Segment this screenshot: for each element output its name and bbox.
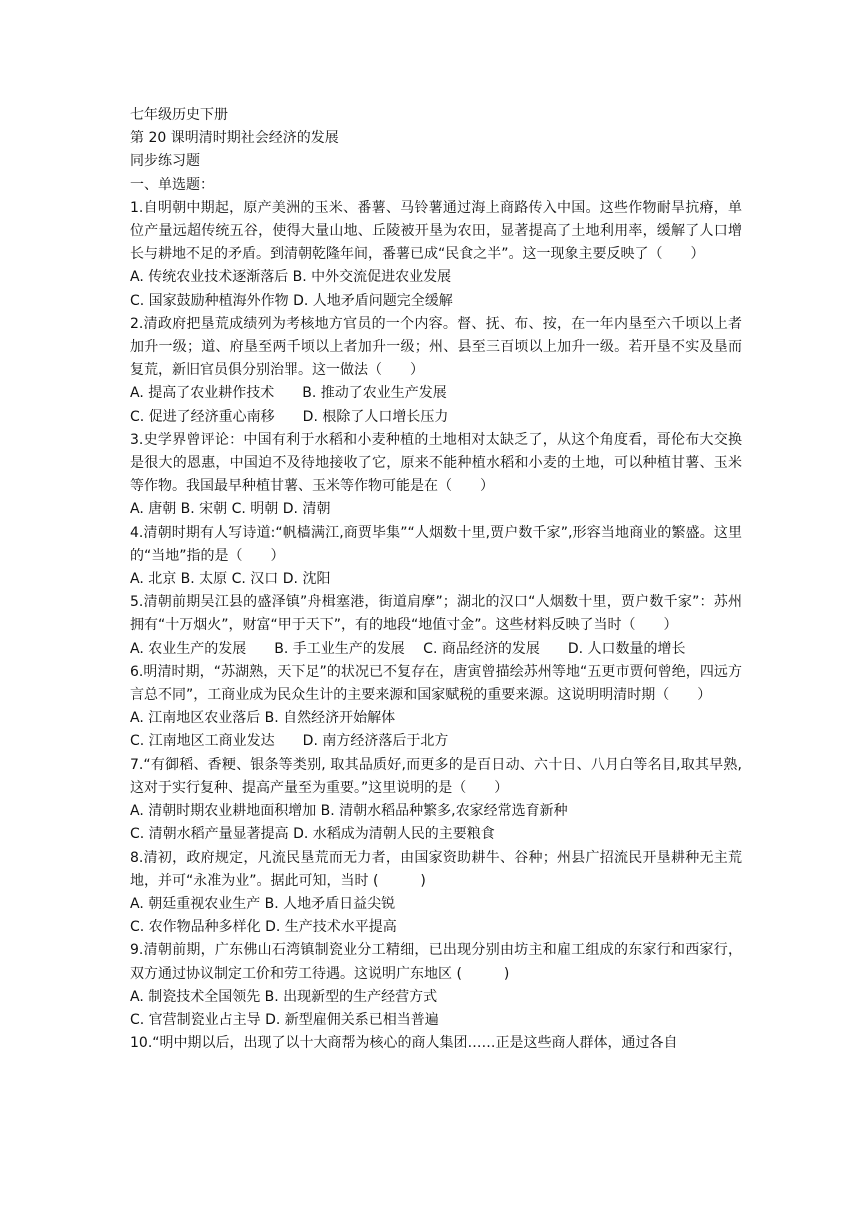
option-row: A. 传统农业技术逐渐落后 B. 中外交流促进农业发展 [130, 269, 452, 286]
book-title: 七年级历史下册 [130, 107, 228, 123]
question-5 [130, 591, 742, 661]
option-row: C. 农作物品种多样化 D. 生产技术水平提高 [130, 919, 397, 936]
question-stem: 3.史学界曾评论：中国有利于水稻和小麦种植的土地相对太缺乏了，从这个角度看，哥伦布大交换是很大的恩惠，中国迫不及待地接收了它，原来不能种植水稻和小麦的土地，可以种植甘薯、玉米等作物。我国最早种植甘薯、玉米等作物可能是在（ ） [130, 431, 742, 495]
section-heading: 一、单选题： [130, 176, 214, 193]
question-stem: 6.明清时期，“苏湖熟，天下足”的状况已不复存在，唐寅曾描绘苏州等地“五更市贾何曾绝，四远方言总不同”，工商业成为民众生计的主要来源和国家赋税的重要来源。这说明明清时期（ ） [130, 663, 742, 704]
exercise-type: 同步练习题 [130, 153, 200, 170]
question-10 [130, 1032, 742, 1055]
lesson-title: 第 20 课明清时期社会经济的发展 [130, 130, 339, 147]
question-stem: 5.清朝前期吴江县的盛泽镇”舟楫塞港，街道肩摩”；湖北的汉口“人烟数十里，贾户数千家”：苏州拥有“十万烟火”，财富“甲于天下”，有的地段“地值寸金”。这些材料反映了当时（ ） [130, 594, 742, 634]
question-1 [130, 197, 742, 313]
question-3 [130, 429, 742, 522]
option-row: C. 江南地区工商业发达 D. 南方经济落后于北方 [130, 733, 449, 750]
option-row: C. 国家鼓励种植海外作物 D. 人地矛盾问题完全缓解 [130, 292, 453, 309]
option-row: A. 制瓷技术全国领先 B. 出现新型的生产经营方式 [130, 988, 438, 1005]
question-stem: 10.“明中期以后，出现了以十大商帮为核心的商人集团……正是这些商人群体，通过各自 [130, 1035, 678, 1052]
option-row: C. 促进了经济重心南移 D. 根除了人口增长压力 [130, 408, 449, 425]
question-8 [130, 847, 742, 940]
question-2 [130, 313, 742, 429]
option-row: A. 提高了农业耕作技术 B. 推动了农业生产发展 [130, 385, 447, 402]
option-row: A. 江南地区农业落后 B. 自然经济开始解体 [130, 710, 396, 727]
question-stem: 1.自明朝中期起，原产美洲的玉米、番薯、马铃薯通过海上商路传入中国。这些作物耐旱抗瘠，单位产量远超传统五谷，使得大量山地、丘陵被开垦为农田，显著提高了土地利用率，缓解了人口增长与耕地不足的矛盾。到清朝乾隆年间，番薯已成“民食之半”。这一现象主要反映了（ ） [130, 199, 742, 263]
option-row: C. 清朝水稻产量显著提高 D. 水稻成为清朝人民的主要粮食 [130, 826, 495, 843]
option-row: A. 朝廷重视农业生产 B. 人地矛盾日益尖锐 [130, 895, 396, 912]
question-stem: 8.清初，政府规定，凡流民垦荒而无力者，由国家资助耕牛、谷种；州县广招流民开垦耕种无主荒地，并可“永准为业”。据此可知，当时 ( ) [130, 849, 742, 889]
question-7 [130, 754, 742, 847]
question-stem: 9.清朝前期，广东佛山石湾镇制瓷业分工精细，已出现分别由坊主和雇工组成的东家行和西家行，双方通过协议制定工价和劳工待遇。这说明广东地区 ( ) [130, 942, 742, 982]
question-stem: 4.清朝时期有人写诗道:“帆樯满江,商贾毕集”“人烟数十里,贾户数千家”,形容当地商业的繁盛。这里的“当地”指的是（ ） [130, 524, 742, 564]
option-row: A. 农业生产的发展 B. 手工业生产的发展 C. 商品经济的发展 D. 人口数量的增长 [130, 640, 686, 657]
option-row: A. 北京 B. 太原 C. 汉口 D. 沈阳 [130, 571, 331, 588]
option-row: C. 官营制瓷业占主导 D. 新型雇佣关系已相当普遍 [130, 1011, 439, 1028]
option-row: A. 清朝时期农业耕地面积增加 B. 清朝水稻品种繁多,农家经常选育新种 [130, 803, 568, 820]
question-stem: 7.“有御稻、香粳、银条等类别, 取其品质好,而更多的是百日动、六十日、八月白等名目,取其早熟, 这对于实行复种、提高产量至为重要。”这里说明的是（ ） [130, 756, 742, 796]
question-6 [130, 661, 742, 754]
question-4 [130, 522, 742, 592]
option-row: A. 唐朝 B. 宋朝 C. 明朝 D. 清朝 [130, 501, 331, 518]
question-9 [130, 939, 742, 1032]
question-stem: 2.清政府把垦荒成绩列为考核地方官员的一个内容。督、抚、布、按，在一年内垦至六千顷以上者加升一级；道、府垦至两千顷以上者加升一级；州、县至三百顷以上加升一级。若开垦不实及垦而复荒，新旧官员俱分别治罪。这一做法（ ） [130, 315, 742, 379]
